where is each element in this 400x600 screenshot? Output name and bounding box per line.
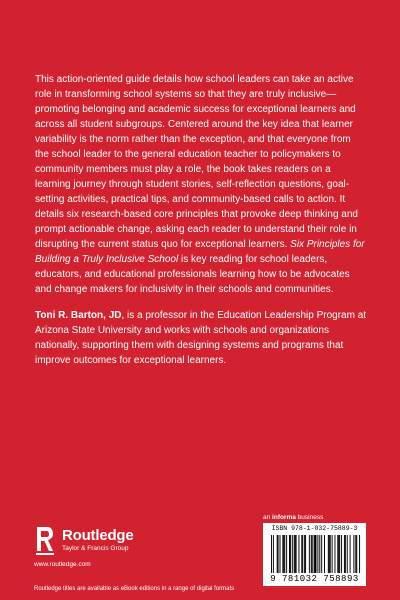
ebook-note: Routledge titles are available as eBook editions in a range of digital formats (34, 586, 235, 592)
informa-brand: informa (272, 514, 296, 521)
routledge-emblem-icon (34, 523, 56, 557)
isbn-barcode (263, 523, 366, 586)
book-title-italic: Six Principles for Building a Truly Inclusive School (35, 239, 365, 265)
book-description (35, 72, 367, 297)
isbn-digits: 9 781032 758893 (270, 574, 359, 584)
author-bio (35, 308, 367, 368)
author-bio-text: , is a professor in the Education Leadership Program at Arizona State University and works with schools and organizations nationally, supporting them with designing systems and programs that improve outcomes for exceptional learners. (35, 310, 367, 366)
informa-suffix: business (295, 514, 324, 521)
barcode-bars (271, 535, 361, 573)
description-text-2: is key reading for school leaders, educators, and educational professionals learning how to be advocates and change makers for inclusivity in their schools and communities. (35, 254, 350, 295)
publisher-url: www.routledge.com (34, 561, 91, 568)
publisher-group: Taylor & Francis Group (62, 545, 129, 552)
publisher-name: Routledge (62, 527, 134, 544)
informa-prefix: an (263, 514, 273, 521)
publisher-logo (34, 515, 184, 575)
isbn-label: ISBN 978-1-032-75889-3 (271, 525, 358, 532)
informa-business-label (263, 514, 323, 521)
description-text-1: This action-oriented guide details how school leaders can take an active role in transforming school systems so that they are truly inclusive—promoting belonging and academic success for exceptional learners and across all student subgroups. Centered around the key idea that learner variability is the norm rather than the exception, and that everyone from the school leader to the general education teacher to policymakers to community members must play a role, the book takes readers on a learning journey through student stories, self-reflection questions, goal-setting activities, practical tips, and community-based calls to action. It details six research-based core principles that provoke deep thinking and prompt actionable change, asking each reader to understand their role in disrupting the current status quo for exceptional learners. (35, 74, 358, 250)
author-name: Toni R. Barton, JD (35, 310, 122, 321)
